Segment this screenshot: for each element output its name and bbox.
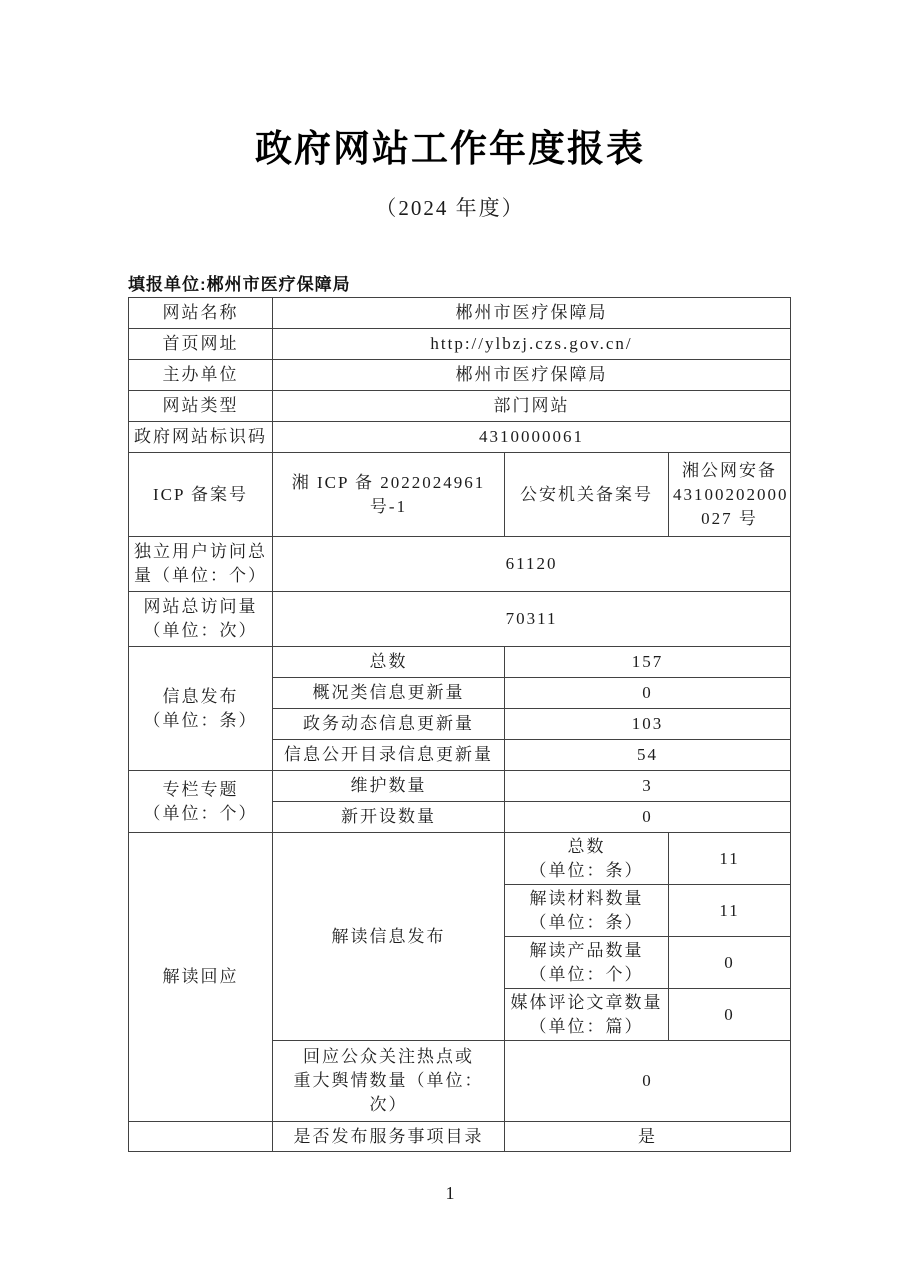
police-record-value-line: 027 号 [701,508,758,528]
unique-visitors-label-line: 量（单位：个） [134,566,267,585]
info-publish-item-label: 政务动态信息更新量 [273,709,505,740]
interpretation-item-value: 11 [669,833,791,885]
interpretation-item-label [505,989,669,1041]
info-publish-section-label [129,647,273,771]
special-columns-item-label: 新开设数量 [273,802,505,833]
table-row [129,771,791,802]
interpretation-item-value: 0 [669,989,791,1041]
hotspot-response-label-line: 次） [369,1095,408,1114]
page-subtitle: （2024 年度） [375,196,525,220]
unique-visitors-label [129,537,273,592]
interpretation-item-value: 11 [669,885,791,937]
hotspot-response-value: 0 [505,1041,791,1122]
special-columns-section-label [129,771,273,833]
hotspot-response-label [273,1041,505,1122]
site-code-label: 政府网站标识码 [129,422,273,453]
interpretation-item-label [505,885,669,937]
table-row [129,329,791,360]
organizer-label: 主办单位 [129,360,273,391]
interpretation-item-label-line: （单位：条） [529,860,644,880]
total-visits-label-line: 网站总访问量 [143,597,258,616]
interpretation-item-label-line: 总数 [567,836,606,856]
info-publish-item-label: 信息公开目录信息更新量 [273,740,505,771]
info-publish-label-line: 信息发布 [162,686,239,706]
police-record-value-line: 43100202000 [673,484,789,504]
icp-label: ICP 备案号 [129,453,273,537]
special-columns-item-label: 维护数量 [273,771,505,802]
total-visits-value: 70311 [273,592,791,647]
special-columns-item-value: 3 [505,771,791,802]
site-name-value: 郴州市医疗保障局 [273,298,791,329]
police-record-value [669,453,791,537]
police-record-value-line: 湘公网安备 [682,460,778,480]
site-type-value: 部门网站 [273,391,791,422]
table-row [129,422,791,453]
interpretation-item-label-line: （单位：个） [529,964,644,984]
info-publish-item-label: 概况类信息更新量 [273,678,505,709]
service-catalog-value: 是 [505,1122,791,1152]
hotspot-response-label-line: 回应公众关注热点或 [303,1047,474,1066]
home-url-label: 首页网址 [129,329,273,360]
organizer-value: 郴州市医疗保障局 [273,360,791,391]
table-row [129,537,791,592]
table-row [129,360,791,391]
interpretation-item-label [505,833,669,885]
special-columns-item-value: 0 [505,802,791,833]
annual-report-table [128,297,791,1152]
info-publish-item-value: 103 [505,709,791,740]
table-row [129,298,791,329]
special-columns-label-line: 专栏专题 [162,779,239,799]
empty-cell [129,1122,273,1152]
interpretation-section-label: 解读回应 [129,833,273,1122]
site-name-label: 网站名称 [129,298,273,329]
police-record-label: 公安机关备案号 [505,453,669,537]
table-row [129,647,791,678]
interpretation-item-label-line: 解读产品数量 [529,940,644,960]
info-publish-item-value: 157 [505,647,791,678]
icp-value: 湘 ICP 备 2022024961 号-1 [273,453,505,537]
interpretation-item-label [505,937,669,989]
info-publish-item-value: 0 [505,678,791,709]
special-columns-label-line: （单位：个） [143,803,258,823]
total-visits-label [129,592,273,647]
site-type-label: 网站类型 [129,391,273,422]
reporting-unit-label: 填报单位:郴州市医疗保障局 [128,275,351,294]
interpretation-item-label-line: 解读材料数量 [529,888,644,908]
page-title: 政府网站工作年度报表 [255,128,645,169]
info-publish-item-label: 总数 [273,647,505,678]
table-row [129,391,791,422]
table-row [129,1122,791,1152]
unique-visitors-label-line: 独立用户访问总 [134,542,267,561]
total-visits-label-line: （单位：次） [143,621,258,640]
info-publish-item-value: 54 [505,740,791,771]
site-code-value: 4310000061 [273,422,791,453]
table-row [129,453,791,537]
interpretation-item-value: 0 [669,937,791,989]
interpretation-item-label-line: 媒体评论文章数量 [510,992,663,1012]
table-row [129,833,791,885]
interpretation-publish-label: 解读信息发布 [273,833,505,1041]
unique-visitors-value: 61120 [273,537,791,592]
service-catalog-label: 是否发布服务事项目录 [273,1122,505,1152]
home-url-value: http://ylbzj.czs.gov.cn/ [273,329,791,360]
interpretation-item-label-line: （单位：篇） [529,1016,644,1036]
hotspot-response-label-line: 重大舆情数量（单位： [293,1071,484,1090]
page-number: 1 [445,1183,455,1203]
info-publish-label-line: （单位：条） [143,710,258,730]
interpretation-item-label-line: （单位：条） [529,912,644,932]
table-row [129,592,791,647]
